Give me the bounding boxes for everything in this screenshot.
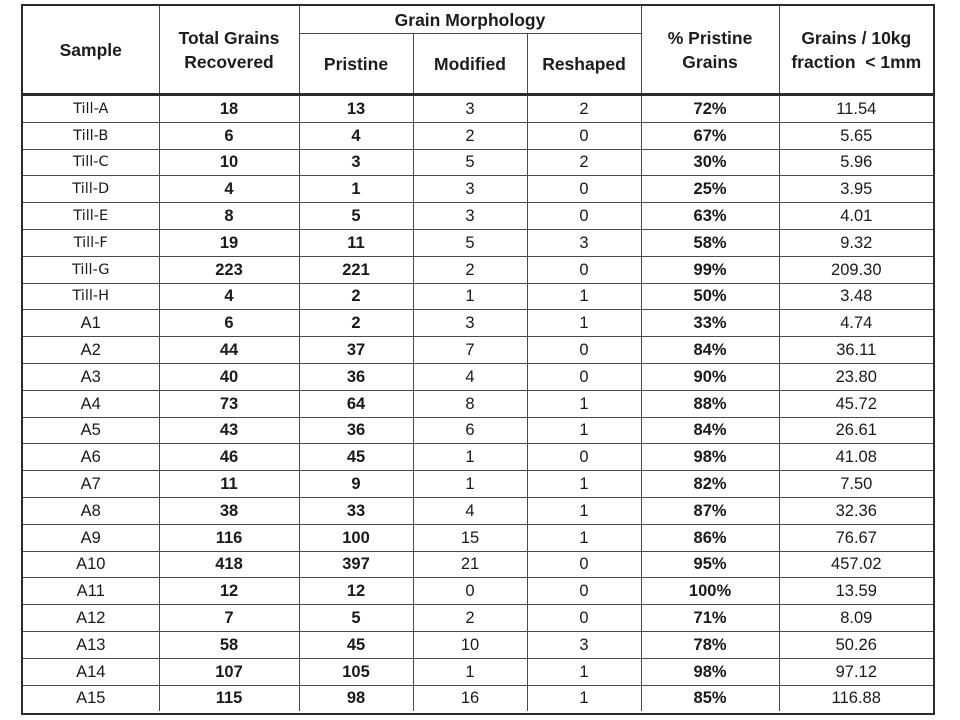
cell-total: 46 <box>159 444 299 471</box>
header-pct-line1: % Pristine <box>667 27 753 48</box>
cell-total: 11 <box>159 471 299 498</box>
table-row <box>23 605 933 632</box>
cell-modified: 10 <box>413 631 527 658</box>
cell-total: 223 <box>159 256 299 283</box>
cell-sample: A13 <box>23 631 159 658</box>
cell-pct-pristine: 84% <box>641 417 779 444</box>
cell-modified: 1 <box>413 658 527 685</box>
cell-total: 7 <box>159 605 299 632</box>
cell-sample: A11 <box>23 578 159 605</box>
cell-sample: A3 <box>23 363 159 390</box>
cell-pct-pristine: 90% <box>641 363 779 390</box>
cell-total: 19 <box>159 229 299 256</box>
cell-sample: Till-A <box>23 95 159 123</box>
cell-reshaped: 1 <box>527 524 641 551</box>
cell-reshaped: 0 <box>527 578 641 605</box>
cell-sample: A8 <box>23 497 159 524</box>
cell-grains-per-10kg: 3.95 <box>779 176 933 203</box>
cell-pct-pristine: 67% <box>641 122 779 149</box>
cell-sample: Till-H <box>23 283 159 310</box>
cell-reshaped: 0 <box>527 363 641 390</box>
cell-grains-per-10kg: 50.26 <box>779 631 933 658</box>
cell-sample: A9 <box>23 524 159 551</box>
table-row <box>23 444 933 471</box>
header-reshaped-label: Reshaped <box>542 53 626 74</box>
cell-pristine: 13 <box>299 95 413 123</box>
table-row <box>23 310 933 337</box>
grain-data-table-frame <box>21 4 935 715</box>
cell-pct-pristine: 82% <box>641 471 779 498</box>
cell-modified: 6 <box>413 417 527 444</box>
header-pct-pristine <box>641 6 779 95</box>
cell-total: 10 <box>159 149 299 176</box>
table-header <box>23 6 933 95</box>
cell-pristine: 3 <box>299 149 413 176</box>
cell-modified: 3 <box>413 203 527 230</box>
cell-modified: 16 <box>413 685 527 711</box>
cell-reshaped: 3 <box>527 631 641 658</box>
cell-modified: 2 <box>413 605 527 632</box>
cell-modified: 1 <box>413 444 527 471</box>
cell-modified: 2 <box>413 256 527 283</box>
cell-reshaped: 1 <box>527 283 641 310</box>
cell-grains-per-10kg: 8.09 <box>779 605 933 632</box>
cell-modified: 8 <box>413 390 527 417</box>
cell-sample: A10 <box>23 551 159 578</box>
table-body <box>23 95 933 712</box>
cell-pct-pristine: 86% <box>641 524 779 551</box>
cell-total: 4 <box>159 176 299 203</box>
cell-grains-per-10kg: 116.88 <box>779 685 933 711</box>
table-row <box>23 203 933 230</box>
cell-pct-pristine: 30% <box>641 149 779 176</box>
cell-pct-pristine: 88% <box>641 390 779 417</box>
cell-modified: 15 <box>413 524 527 551</box>
table-row <box>23 283 933 310</box>
cell-sample: Till-C <box>23 149 159 176</box>
cell-sample: A1 <box>23 310 159 337</box>
cell-reshaped: 1 <box>527 685 641 711</box>
cell-pct-pristine: 33% <box>641 310 779 337</box>
table-row <box>23 578 933 605</box>
header-grains-line2: fraction < 1mm <box>791 51 922 72</box>
cell-reshaped: 0 <box>527 203 641 230</box>
cell-pristine: 9 <box>299 471 413 498</box>
cell-sample: A2 <box>23 337 159 364</box>
header-pct-line2: Grains <box>682 51 738 72</box>
cell-grains-per-10kg: 41.08 <box>779 444 933 471</box>
cell-reshaped: 1 <box>527 390 641 417</box>
cell-grains-per-10kg: 23.80 <box>779 363 933 390</box>
cell-modified: 1 <box>413 283 527 310</box>
cell-pristine: 36 <box>299 417 413 444</box>
cell-grains-per-10kg: 7.50 <box>779 471 933 498</box>
cell-sample: A14 <box>23 658 159 685</box>
cell-pristine: 4 <box>299 122 413 149</box>
header-grains-line1: Grains / 10kg <box>801 27 912 48</box>
cell-grains-per-10kg: 45.72 <box>779 390 933 417</box>
table-row <box>23 551 933 578</box>
header-modified-label: Modified <box>434 53 506 74</box>
cell-reshaped: 3 <box>527 229 641 256</box>
cell-pristine: 64 <box>299 390 413 417</box>
cell-pristine: 1 <box>299 176 413 203</box>
header-total-grains <box>159 6 299 95</box>
table-row <box>23 658 933 685</box>
header-grain-morphology <box>299 6 641 34</box>
cell-total: 18 <box>159 95 299 123</box>
cell-sample: A12 <box>23 605 159 632</box>
table-row <box>23 390 933 417</box>
header-pristine-label: Pristine <box>323 53 389 74</box>
cell-pristine: 11 <box>299 229 413 256</box>
cell-pristine: 5 <box>299 203 413 230</box>
cell-pct-pristine: 98% <box>641 658 779 685</box>
cell-sample: Till-D <box>23 176 159 203</box>
cell-modified: 0 <box>413 578 527 605</box>
table-row <box>23 631 933 658</box>
cell-grains-per-10kg: 13.59 <box>779 578 933 605</box>
cell-pct-pristine: 25% <box>641 176 779 203</box>
cell-total: 58 <box>159 631 299 658</box>
cell-reshaped: 0 <box>527 605 641 632</box>
cell-pristine: 98 <box>299 685 413 711</box>
cell-grains-per-10kg: 5.65 <box>779 122 933 149</box>
header-sample-label: Sample <box>59 39 122 60</box>
header-reshaped <box>527 34 641 95</box>
cell-total: 40 <box>159 363 299 390</box>
cell-reshaped: 0 <box>527 444 641 471</box>
cell-total: 6 <box>159 122 299 149</box>
cell-pristine: 33 <box>299 497 413 524</box>
cell-reshaped: 1 <box>527 471 641 498</box>
table-row <box>23 337 933 364</box>
table-row <box>23 685 933 711</box>
cell-grains-per-10kg: 4.01 <box>779 203 933 230</box>
cell-reshaped: 2 <box>527 149 641 176</box>
cell-reshaped: 1 <box>527 310 641 337</box>
cell-pristine: 12 <box>299 578 413 605</box>
cell-pct-pristine: 100% <box>641 578 779 605</box>
table-row <box>23 256 933 283</box>
cell-modified: 3 <box>413 95 527 123</box>
cell-grains-per-10kg: 3.48 <box>779 283 933 310</box>
header-grains-per-10kg <box>779 6 933 95</box>
cell-grains-per-10kg: 32.36 <box>779 497 933 524</box>
cell-total: 116 <box>159 524 299 551</box>
cell-total: 115 <box>159 685 299 711</box>
cell-grains-per-10kg: 76.67 <box>779 524 933 551</box>
cell-sample: A15 <box>23 685 159 711</box>
header-total-line2: Recovered <box>184 51 274 72</box>
cell-reshaped: 0 <box>527 256 641 283</box>
cell-grains-per-10kg: 11.54 <box>779 95 933 123</box>
cell-pristine: 105 <box>299 658 413 685</box>
header-pristine <box>299 34 413 95</box>
cell-reshaped: 0 <box>527 122 641 149</box>
cell-pristine: 2 <box>299 310 413 337</box>
cell-pct-pristine: 78% <box>641 631 779 658</box>
cell-total: 44 <box>159 337 299 364</box>
cell-grains-per-10kg: 4.74 <box>779 310 933 337</box>
cell-reshaped: 2 <box>527 95 641 123</box>
cell-sample: A4 <box>23 390 159 417</box>
cell-reshaped: 1 <box>527 658 641 685</box>
cell-grains-per-10kg: 5.96 <box>779 149 933 176</box>
cell-reshaped: 0 <box>527 551 641 578</box>
table-row <box>23 497 933 524</box>
header-sample <box>23 6 159 95</box>
cell-pct-pristine: 63% <box>641 203 779 230</box>
cell-modified: 3 <box>413 176 527 203</box>
cell-pct-pristine: 87% <box>641 497 779 524</box>
cell-grains-per-10kg: 26.61 <box>779 417 933 444</box>
header-modified <box>413 34 527 95</box>
grain-data-table <box>23 6 933 711</box>
cell-reshaped: 0 <box>527 176 641 203</box>
cell-sample: A7 <box>23 471 159 498</box>
cell-pristine: 37 <box>299 337 413 364</box>
table-row <box>23 524 933 551</box>
cell-pct-pristine: 98% <box>641 444 779 471</box>
cell-modified: 2 <box>413 122 527 149</box>
cell-sample: Till-G <box>23 256 159 283</box>
cell-total: 4 <box>159 283 299 310</box>
cell-modified: 5 <box>413 149 527 176</box>
cell-reshaped: 1 <box>527 497 641 524</box>
table-row <box>23 149 933 176</box>
cell-pristine: 45 <box>299 444 413 471</box>
cell-pct-pristine: 58% <box>641 229 779 256</box>
cell-total: 107 <box>159 658 299 685</box>
cell-pristine: 100 <box>299 524 413 551</box>
cell-grains-per-10kg: 9.32 <box>779 229 933 256</box>
cell-modified: 1 <box>413 471 527 498</box>
cell-total: 73 <box>159 390 299 417</box>
cell-total: 418 <box>159 551 299 578</box>
cell-pristine: 397 <box>299 551 413 578</box>
cell-grains-per-10kg: 457.02 <box>779 551 933 578</box>
header-total-line1: Total Grains <box>178 27 280 48</box>
table-row <box>23 176 933 203</box>
cell-sample: A5 <box>23 417 159 444</box>
cell-pct-pristine: 85% <box>641 685 779 711</box>
table-row <box>23 95 933 123</box>
cell-pct-pristine: 95% <box>641 551 779 578</box>
header-morphology-label: Grain Morphology <box>394 9 546 30</box>
cell-pristine: 5 <box>299 605 413 632</box>
cell-modified: 5 <box>413 229 527 256</box>
table-row <box>23 417 933 444</box>
cell-total: 6 <box>159 310 299 337</box>
cell-modified: 21 <box>413 551 527 578</box>
cell-sample: A6 <box>23 444 159 471</box>
cell-total: 12 <box>159 578 299 605</box>
cell-pristine: 2 <box>299 283 413 310</box>
cell-modified: 7 <box>413 337 527 364</box>
cell-pristine: 36 <box>299 363 413 390</box>
table-row <box>23 122 933 149</box>
cell-modified: 3 <box>413 310 527 337</box>
cell-reshaped: 0 <box>527 337 641 364</box>
cell-pct-pristine: 84% <box>641 337 779 364</box>
cell-sample: Till-B <box>23 122 159 149</box>
cell-pct-pristine: 72% <box>641 95 779 123</box>
cell-total: 43 <box>159 417 299 444</box>
cell-modified: 4 <box>413 363 527 390</box>
cell-total: 38 <box>159 497 299 524</box>
cell-pct-pristine: 50% <box>641 283 779 310</box>
cell-sample: Till-E <box>23 203 159 230</box>
cell-pct-pristine: 99% <box>641 256 779 283</box>
cell-modified: 4 <box>413 497 527 524</box>
cell-reshaped: 1 <box>527 417 641 444</box>
cell-sample: Till-F <box>23 229 159 256</box>
table-row <box>23 471 933 498</box>
cell-pristine: 45 <box>299 631 413 658</box>
cell-grains-per-10kg: 209.30 <box>779 256 933 283</box>
table-row <box>23 363 933 390</box>
cell-grains-per-10kg: 97.12 <box>779 658 933 685</box>
table-row <box>23 229 933 256</box>
cell-grains-per-10kg: 36.11 <box>779 337 933 364</box>
cell-pct-pristine: 71% <box>641 605 779 632</box>
cell-pristine: 221 <box>299 256 413 283</box>
cell-total: 8 <box>159 203 299 230</box>
